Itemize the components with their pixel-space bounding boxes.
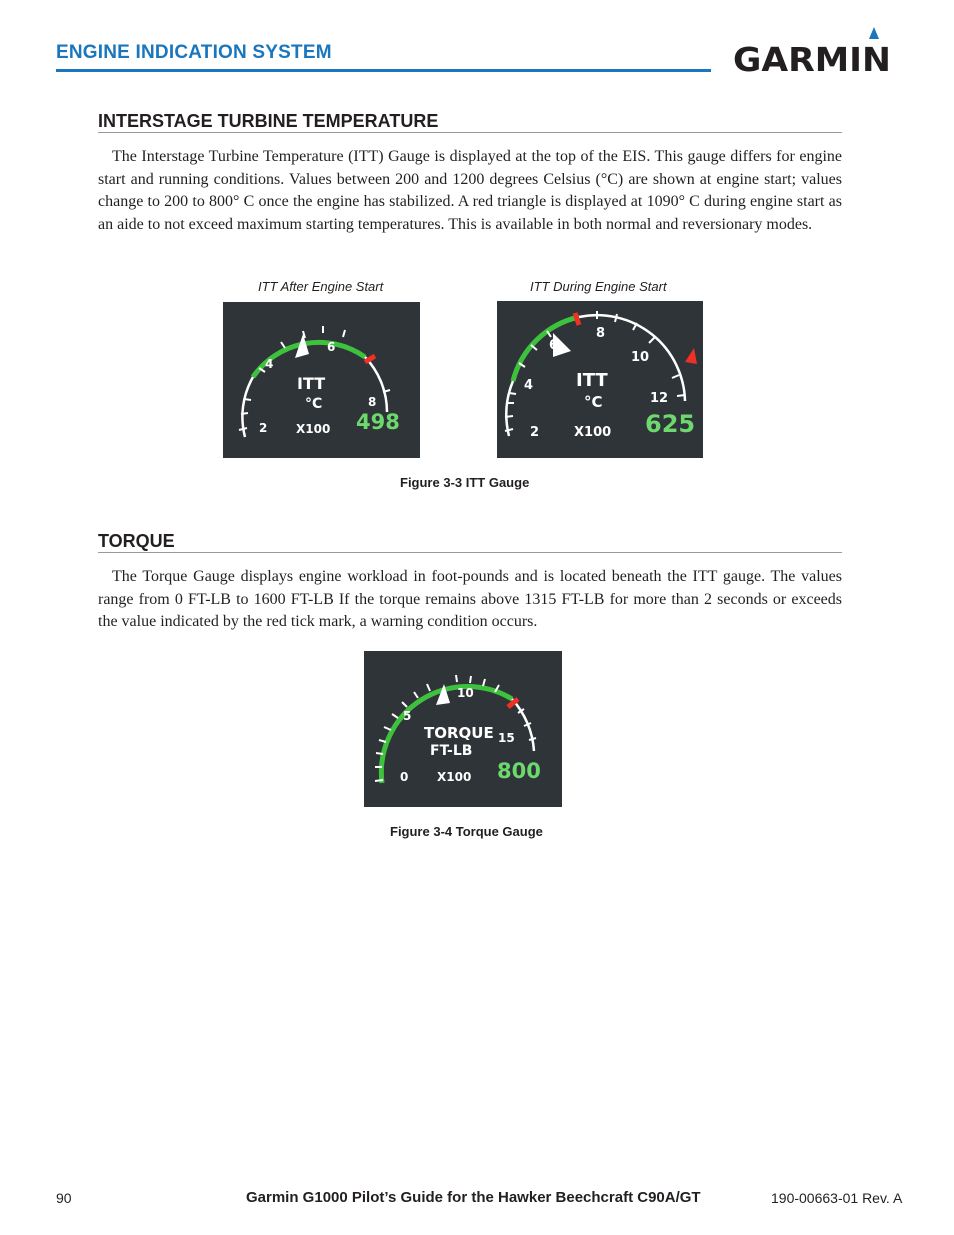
itt-left-tick-8: 8 [368,395,377,409]
itt-left-scale: X100 [296,422,331,436]
itt-left-tick-6: 6 [327,340,336,354]
itt-left-unit: °C [305,396,323,412]
torque-tick-10: 10 [457,686,474,700]
header-section-title: ENGINE INDICATION SYSTEM [56,42,332,63]
itt-heading-rule [98,132,842,133]
torque-tick-5: 5 [403,709,412,723]
book-title: Garmin G1000 Pilot’s Guide for the Hawker Beechcraft C90A/GT [246,1189,701,1206]
itt-right-tick-8: 8 [596,326,606,341]
itt-right-scale: X100 [574,425,612,440]
itt-right-unit: °C [584,393,603,411]
itt-heading: INTERSTAGE TURBINE TEMPERATURE [98,111,439,131]
torque-tick-0: 0 [400,770,409,784]
itt-after-start-gauge [223,302,420,458]
torque-heading: TORQUE [98,531,175,551]
itt-during-start-caption: ITT During Engine Start [530,279,667,294]
figure-3-4-caption: Figure 3-4 Torque Gauge [390,824,543,839]
torque-unit: FT-LB [430,743,473,759]
itt-left-title: ITT [297,374,326,393]
garmin-logo [733,25,899,77]
torque-scale: X100 [437,770,472,784]
itt-right-readout: 625 [645,410,696,438]
itt-right-tick-4: 4 [524,378,534,393]
itt-right-tick-12: 12 [650,391,669,406]
itt-after-start-caption: ITT After Engine Start [258,279,384,294]
torque-readout: 800 [497,759,541,783]
itt-left-readout: 498 [356,410,400,434]
torque-title: TORQUE [424,724,494,742]
document-number: 190-00663-01 Rev. A [771,1190,903,1206]
itt-right-tick-10: 10 [631,350,650,365]
itt-left-tick-4: 4 [265,357,274,371]
itt-right-title: ITT [576,370,608,391]
garmin-logo-text: GARMIN [733,40,891,77]
torque-tick-15: 15 [498,731,515,745]
figure-3-3-caption: Figure 3-3 ITT Gauge [400,475,530,490]
itt-during-start-gauge [497,301,703,458]
itt-left-tick-2: 2 [259,421,268,435]
header-rule [56,69,711,72]
torque-heading-rule [98,552,842,553]
itt-right-tick-6: 6 [549,338,559,353]
itt-paragraph: The Interstage Turbine Temperature (ITT) Gauge is displayed at the top of the EIS. This gauge differs for engine start and running conditions. Values between 200 and 1200 degrees Celsius (°C) are shown at engine start; values change to 200 to 800° C once the engine has stabilized. A red triangle is displayed at 1090° C during engine start as an aide to not exceed maximum starting temperatures. This is available in both normal and reversionary modes. [98,148,842,233]
itt-right-tick-2: 2 [530,425,540,440]
torque-paragraph: The Torque Gauge displays engine workload in foot-pounds and is located beneath the ITT gauge. The values range from 0 FT-LB to 1600 FT-LB If the torque remains above 1315 FT-LB for more than 2 seconds or exceeds the value indicated by the red tick mark, a warning condition occurs. [98,568,842,630]
torque-gauge [364,651,562,807]
page-number: 90 [56,1190,72,1206]
